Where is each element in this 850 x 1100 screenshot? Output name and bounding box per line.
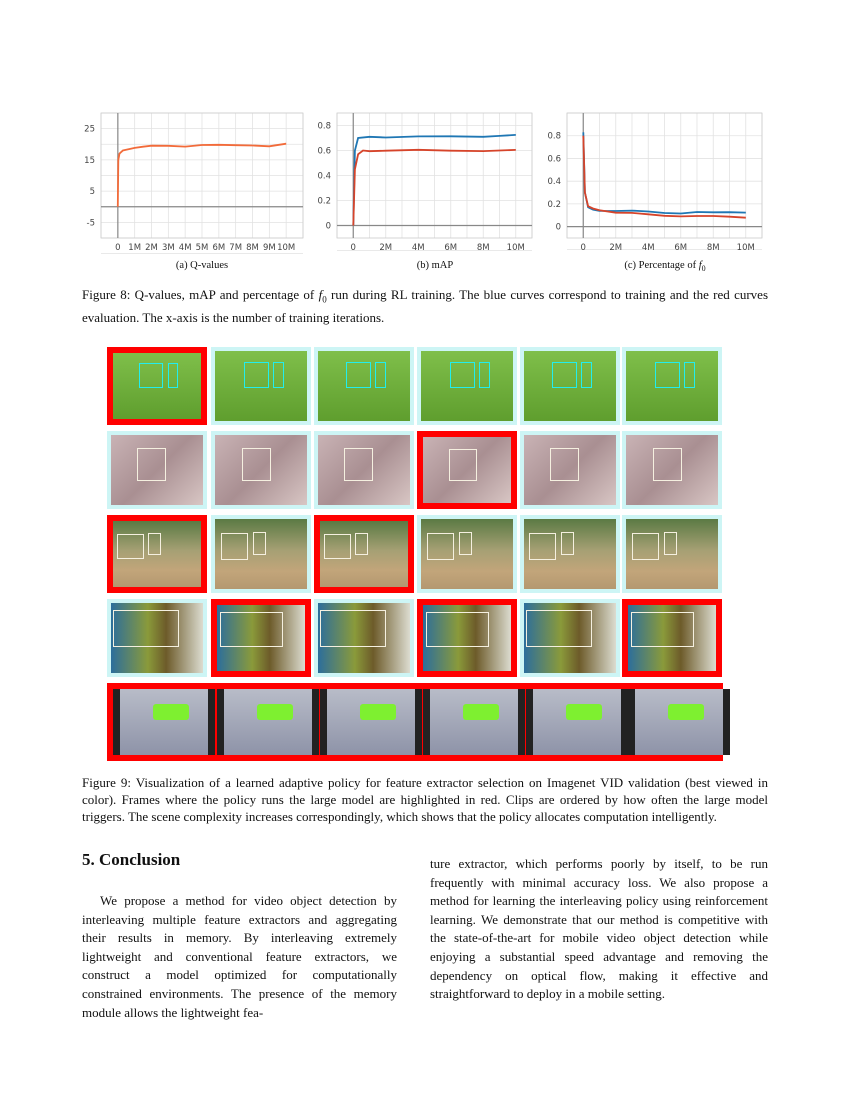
detection-box: [581, 362, 592, 389]
detection-box: [242, 448, 272, 482]
detection-labels: [257, 704, 292, 721]
video-frame-image: [215, 519, 307, 589]
figure9-caption: Figure 9: Visualization of a learned adaptive policy for feature extractor selection on Imagenet VID validation (best viewed in color). Frames where the policy runs the large model are highlighted in red. Clips are ordered by how often the large model triggers. The scene complexity increases correspondingly, which shows that the policy allocates computation intelligently.: [82, 775, 768, 824]
detection-labels: [153, 704, 188, 721]
detection-box: [137, 448, 167, 482]
x-tick-label: 8M: [706, 243, 720, 253]
video-frame-image: [423, 605, 511, 671]
map-chart: [310, 110, 540, 265]
detection-labels: [360, 704, 395, 721]
x-tick-label: 10M: [506, 243, 525, 253]
detection-box: [426, 612, 490, 647]
video-frame-image: [113, 689, 215, 755]
detection-box: [117, 534, 144, 559]
frame-small-model: [107, 599, 207, 677]
video-frame-image: [524, 435, 616, 505]
video-frame-image: [524, 519, 616, 589]
x-tick-label: 2M: [609, 243, 623, 253]
frame-small-model: [314, 599, 414, 677]
frame-large-model: [417, 683, 517, 761]
math-sub: 0: [701, 264, 706, 274]
x-tick-label: 3M: [161, 243, 175, 253]
frame-large-model: [211, 683, 311, 761]
detection-box: [355, 533, 368, 555]
math-sub: 0: [322, 294, 327, 305]
chart-svg: [540, 110, 770, 260]
subcaption-b: (b) mAP: [416, 260, 454, 271]
x-tick-label: 5M: [195, 243, 209, 253]
y-tick-label: 0.2: [317, 196, 331, 207]
detection-box: [168, 363, 179, 388]
y-tick-label: 15: [84, 155, 95, 166]
detection-labels: [463, 704, 498, 721]
video-frame-image: [320, 689, 422, 755]
x-tick-label: 6M: [674, 243, 688, 253]
clip-row-bird: [107, 431, 723, 515]
detection-box: [253, 532, 266, 555]
detection-box: [552, 362, 577, 389]
video-frame-image: [423, 689, 525, 755]
subcaption-c-text: (c) Percentage of: [624, 260, 699, 271]
video-frame-image: [318, 351, 410, 421]
y-tick-label: 0: [555, 222, 561, 233]
x-tick-label: 10M: [277, 243, 296, 253]
clip-row-airplane: [107, 683, 723, 767]
frame-large-model: [107, 515, 207, 593]
detection-box: [479, 362, 490, 389]
frame-small-model: [211, 347, 311, 425]
frame-small-model: [520, 347, 620, 425]
video-frame-image: [628, 605, 716, 671]
x-tick-label: 4M: [178, 243, 192, 253]
x-tick-label: 8M: [246, 243, 259, 253]
subcaption-c: [565, 260, 765, 273]
y-tick-label: 5: [89, 187, 95, 198]
detection-box: [653, 448, 683, 482]
detection-box: [427, 533, 455, 560]
chart-svg: [310, 110, 540, 260]
video-frame-image: [113, 521, 201, 587]
detection-box: [220, 612, 284, 647]
y-tick-label: -5: [86, 218, 95, 229]
frame-small-model: [314, 431, 414, 509]
detection-box: [244, 362, 269, 389]
detection-box: [139, 363, 163, 388]
video-frame-image: [626, 519, 718, 589]
detection-box: [346, 362, 371, 389]
detection-box: [550, 448, 580, 482]
detection-box: [221, 533, 249, 560]
figure8-caption: [82, 286, 768, 326]
math-f: f: [698, 260, 702, 271]
frame-small-model: [622, 515, 722, 593]
frame-large-model: [622, 683, 722, 761]
detection-box: [459, 532, 472, 555]
detection-box: [632, 533, 660, 560]
detection-box: [273, 362, 284, 389]
frame-small-model: [520, 515, 620, 593]
video-frame-image: [113, 353, 201, 419]
detection-box: [664, 532, 677, 555]
video-frame-image: [320, 521, 408, 587]
subcaption-a: (a) Q-values: [175, 260, 229, 271]
x-tick-label: 1M: [128, 243, 142, 253]
video-frame-image: [318, 603, 410, 673]
x-tick-label: 8M: [476, 243, 490, 253]
frame-large-model: [107, 347, 207, 425]
x-tick-label: 0: [350, 243, 356, 253]
x-tick-label: 9M: [262, 243, 276, 253]
caption-text: Figure 8: Q-values, mAP and percentage of: [82, 287, 319, 302]
frame-large-model: [314, 683, 414, 761]
x-tick-label: 6M: [444, 243, 458, 253]
frame-small-model: [520, 599, 620, 677]
detection-box: [148, 533, 161, 555]
frame-small-model: [417, 347, 517, 425]
x-tick-label: 2M: [379, 243, 393, 253]
video-frame-image: [526, 689, 628, 755]
detection-box: [655, 362, 680, 389]
video-frame-image: [524, 351, 616, 421]
x-tick-label: 4M: [411, 243, 425, 253]
clip-row-car: [107, 515, 723, 599]
detection-box: [450, 362, 475, 389]
policy-visualization-grid: [107, 347, 723, 767]
detection-box: [320, 610, 386, 647]
frame-small-model: [520, 431, 620, 509]
frame-small-model: [211, 431, 311, 509]
conclusion-left-column: We propose a method for video object detection by interleaving multiple feature extractors and aggregating their results in memory. By interleaving extremely lightweight and conventional feature extractors, we construct a model optimized for computationally constrained environments. The presence of the memory module allows the lightweight fea-: [82, 893, 397, 1020]
video-frame-image: [217, 689, 319, 755]
y-tick-label: 0.8: [547, 131, 561, 142]
frame-small-model: [622, 431, 722, 509]
frame-large-model: [314, 515, 414, 593]
frame-small-model: [211, 515, 311, 593]
clip-row-bus: [107, 599, 723, 683]
frame-small-model: [107, 431, 207, 509]
frame-large-model: [520, 683, 620, 761]
math-f: f: [318, 287, 323, 302]
video-frame-image: [421, 519, 513, 589]
video-frame-image: [318, 435, 410, 505]
detection-labels: [668, 704, 703, 721]
y-tick-label: 25: [84, 124, 95, 135]
video-frame-image: [421, 351, 513, 421]
frame-large-model: [622, 599, 722, 677]
detection-box: [631, 612, 695, 647]
y-tick-label: 0: [325, 221, 331, 232]
y-tick-label: 0.6: [317, 146, 331, 157]
video-frame-image: [626, 351, 718, 421]
video-frame-image: [524, 603, 616, 673]
x-tick-label: 4M: [641, 243, 655, 253]
detection-box: [684, 362, 695, 389]
percentage-chart: [540, 110, 770, 265]
caption-text: run during RL training. The blue curves correspond to training and the red curves evaluation. The x-axis is the number of training iterations.: [82, 287, 768, 325]
x-tick-label: 2M: [145, 243, 158, 253]
frame-small-model: [417, 515, 517, 593]
detection-labels: [566, 704, 601, 721]
x-tick-label: 10M: [736, 243, 755, 253]
y-tick-label: 0.8: [317, 121, 331, 132]
frame-large-model: [107, 683, 207, 761]
detection-box: [526, 610, 592, 647]
video-frame-image: [628, 689, 730, 755]
detection-box: [113, 610, 179, 647]
video-frame-image: [111, 435, 203, 505]
qvalues-chart: [80, 110, 310, 265]
frame-large-model: [417, 431, 517, 509]
video-frame-image: [215, 435, 307, 505]
frame-large-model: [417, 599, 517, 677]
detection-box: [449, 449, 477, 481]
clip-row-antelope: [107, 347, 723, 431]
y-tick-label: 0.6: [547, 154, 561, 165]
x-tick-label: 6M: [212, 243, 226, 253]
y-tick-label: 0.4: [547, 177, 561, 188]
detection-box: [344, 448, 374, 482]
video-frame-image: [626, 435, 718, 505]
detection-box: [375, 362, 386, 389]
x-tick-label: 0: [115, 243, 121, 253]
chart-svg: [80, 110, 310, 260]
detection-box: [324, 534, 351, 559]
frame-large-model: [211, 599, 311, 677]
video-frame-image: [423, 437, 511, 503]
section-heading: 5. Conclusion: [82, 850, 181, 869]
y-tick-label: 0.4: [317, 171, 331, 182]
x-tick-label: 0: [580, 243, 586, 253]
conclusion-right-column: ture extractor, which performs poorly by itself, to be run frequently with minimal accuracy loss. We also propose a method for learning the interleaving policy using reinforcement learning. We demonstrate that our method is competitive with the state-of-the-art for mobile video object detection while enjoying a substantial speed advantage and removing the dependency on optical flow, making it effective and straightforward to deploy in a mobile setting.: [430, 856, 768, 1002]
y-tick-label: 0.2: [547, 199, 561, 210]
frame-small-model: [314, 347, 414, 425]
frame-small-model: [622, 347, 722, 425]
detection-box: [561, 532, 574, 555]
x-tick-label: 7M: [229, 243, 243, 253]
video-frame-image: [217, 605, 305, 671]
video-frame-image: [215, 351, 307, 421]
detection-box: [529, 533, 557, 560]
video-frame-image: [111, 603, 203, 673]
